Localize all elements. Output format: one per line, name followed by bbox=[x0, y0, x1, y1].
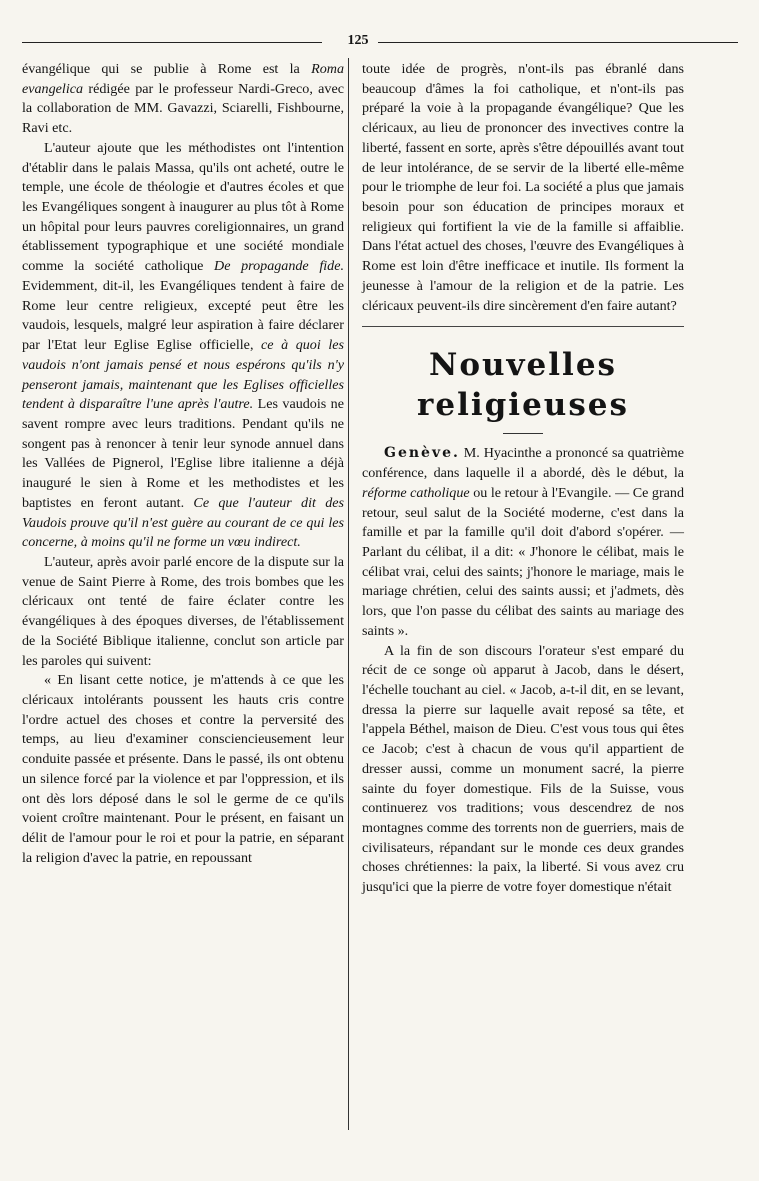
page-header bbox=[22, 34, 738, 50]
paragraph: L'auteur, après avoir parlé encore de la dispute sur la venue de Saint Pierre à Rome, des trois bombes que les cléricaux ont tenté de faire éclater contre les évangéliques à des époques diverses, de l'établissement de la Société Biblique italienne, conclut son article par les paroles qui suivent: bbox=[22, 553, 344, 669]
header-rule-right bbox=[378, 42, 738, 43]
italic-text: réforme catholique bbox=[362, 484, 470, 501]
page-number: 125 bbox=[347, 33, 369, 48]
paragraph bbox=[362, 444, 684, 641]
paragraph bbox=[22, 139, 344, 553]
paragraph: A la fin de son discours l'orateur s'est emparé du récit de ce songe où apparut à Jacob, dans le désert, l'échelle touchant au ciel. « Jacob, a-t-il dit, en se levant, dressa la pierre sur laquelle avait reposé sa tête, et l'appela Béthel, maison de Dieu. C'est vous tous qui êtes ce Jacob; c'est à chacun de vous qu'il appartient de dresser aussi, comme un monument sacré, la pierre sainte du foyer domestique. Fils de la Suisse, vous continuerez vos traditions; vous descendrez de nos montagnes comme des torrents non de guerriers, mais de civilisateurs, répandant sur le monde ces deux grandes choses chrétiennes: la paix, la liberté. Si vous avez cru jusqu'ici que la pierre de votre foyer domestique n'était bbox=[362, 642, 684, 896]
text-run: M. Hyacinthe a prononcé sa quatrième conférence, dans laquelle il a abordé, dès le début, la bbox=[362, 445, 684, 482]
paragraph-continued bbox=[22, 60, 344, 139]
section-title: Nouvelles religieuses bbox=[417, 347, 629, 424]
right-column bbox=[362, 60, 684, 898]
text-run: L'auteur ajoute que les méthodistes ont l'intention d'établir dans le palais Massa, qu'ils ont acheté, outre le temple, une école de théologie et d'autres écoles et que les Evangéliques songent à inaugurer au plus tôt à Rome un hôpital pour leurs pauvres coreligionnaires, un grand établissement typographique et une société mondiale comme la société catholique bbox=[22, 139, 344, 275]
italic-editorial-note: ce à quoi les vaudois n'ont jamais pensé et nous espérons qu'ils n'y penseront jamais, maintenant que les Eglises officielles tendent à disparaître l'une après l'autre. bbox=[22, 337, 344, 413]
text-run: évangélique qui se publie à Rome est la bbox=[22, 61, 312, 77]
left-column bbox=[22, 60, 344, 868]
italic-editorial-note: Ce que l'auteur dit des Vaudois prouve qu'il n'est guère au courant de ce qui les concerne, à moins qu'il ne forme un vœu indirect. bbox=[22, 494, 344, 551]
italic-text: De propagande fide. bbox=[214, 258, 344, 275]
dateline-place: Genève. bbox=[384, 445, 460, 462]
text-run: Les vaudois ne savent rompre avec leurs traditions. Pendant qu'ils ne songent pas à renoncer à tenir leur synode annuel dans les Vallées de Pignerol, l'Eglise libre italienne a déjà inauguré le sien à Rome et les methodistes et les baptistes en feront autant. bbox=[22, 396, 344, 511]
article-end-rule bbox=[362, 326, 684, 327]
text-run: ou le retour à l'Evangile. — Ce grand retour, seul salut de la Société moderne, c'est dans la famille et par la famille qu'il doit d'abord s'opérer. — Parlant du célibat, il a dit: « J'honore le célibat, mais le célibat vrai, celui des saints; j'honore le mariage, mais le mariage chrétien, celui des saints aussi; et j'admets, dès lors, que l'on passe du célibat des saints au mariage des saints ». bbox=[362, 484, 684, 639]
italic-title: Roma evangelica bbox=[22, 61, 344, 97]
quotation-paragraph: « En lisant cette notice, je m'attends à ce que les cléricaux intolérants poussent les hauts cris contre l'ordre actuel des choses et contre la perversité des temps, au lieu d'examiner consciencieusement leur conduite passée et présente. Dans le passé, ils ont obtenu un silence forcé par la violence et par l'oppression, et ils ont dès lors déposé dans le sol le germe de ce qu'ils voient croître maintenant. Pour le présent, en faisant un délit de l'amour pour le roi et pour la patrie, en séparant la religion d'avec la patrie, en repoussant bbox=[22, 672, 344, 866]
paragraph-continued: toute idée de progrès, n'ont-ils pas ébranlé dans beaucoup d'âmes la foi catholique, et n'ont-ils pas préparé la voie à la propagande évangélique? Que les cléricaux, au lieu de prononcer des invectives contre la liberté, fassent en sorte, après s'être dépouillés avant tout de leur intolérance, de se servir de la liberté elle-même pour le triomphe de leur foi. La société a plus que jamais besoin pour son éducation de principes moraux et religieux qui fortifient la vie de la famille si affaiblie. Dans l'état actuel des choses, l'œuvre des Evangéliques à Rome est loin d'être inefficace et inutile. Ils forment la jeunesse à l'amour de la religion et de la patrie. Les cléricaux peuvent-ils dire sincèrement d'en faire autant? bbox=[362, 61, 684, 314]
text-run: rédigée par le professeur Nardi-Greco, avec la collaboration de MM. Gavazzi, Sciarelli, Fishbourne, Ravi etc. bbox=[22, 80, 344, 137]
title-rule bbox=[503, 433, 543, 434]
text-run: Evidemment, dit-il, les Evangéliques tendent à faire de Rome leur centre religieux, excepté peut être les vaudois, lesquels, malgré leur aspiration à faire déclarer par l'Etat leur Eglise Eglise officielle, bbox=[22, 277, 344, 354]
column-divider bbox=[348, 58, 349, 1130]
header-rule-left bbox=[22, 42, 322, 43]
